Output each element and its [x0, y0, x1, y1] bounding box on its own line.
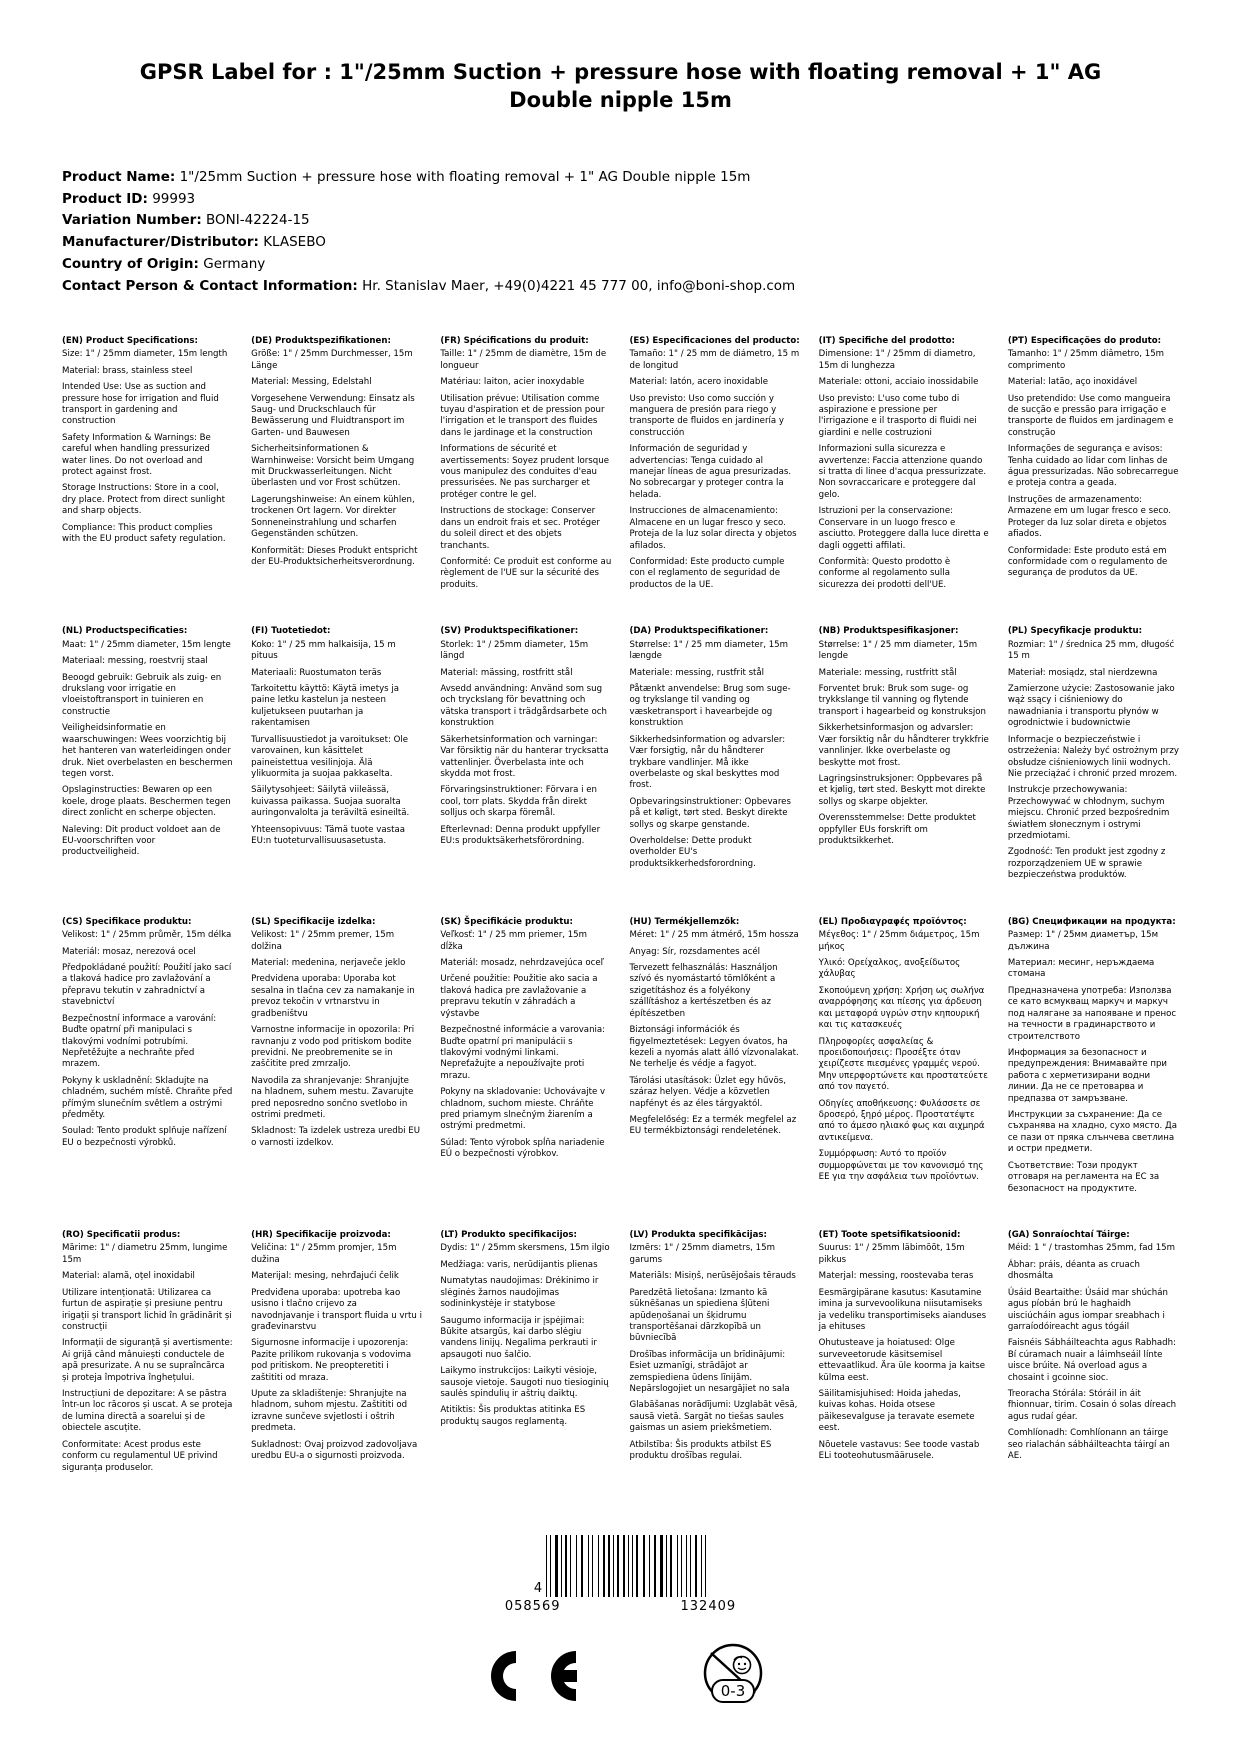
- spec-block-ro: [62, 1230, 233, 1479]
- spec-paragraph: Sigurnosne informacije i upozorenja: Pazite prilikom rukovanja s vodovima pod pritiskom. Ne preopteretiti i zaštititi od mraza.: [251, 1338, 412, 1383]
- spec-block-da: [630, 626, 801, 886]
- spec-paragraph: Conformité: Ce produit est conforme au règlement de l'UE sur la sécurité des produits.: [440, 557, 612, 590]
- spec-body: [251, 349, 422, 568]
- spec-paragraph: Ohutusteave ja hoiatused: Olge surveveetorude käsitsemisel ettevaatlikud. Ära üle koorma ja kaitse külma eest.: [818, 1338, 986, 1383]
- spec-paragraph: Anyag: Sír, rozsdamentes acél: [629, 946, 761, 957]
- spec-paragraph: Predviđena uporaba: upotreba kao usisno i tlačno crijevo za navodnjavanje i transport fluida u vrtu i građevinarstvu: [251, 1287, 422, 1332]
- spec-block-sk: [440, 917, 611, 1200]
- spec-paragraph: Bezpečnostné informácie a varovania: Buďte opatrní pri manipulácii s tlakovými vodnými linkami. Nepreťažujte a nepoužívajte proti mrazu.: [440, 1025, 606, 1081]
- spec-paragraph: Avsedd användning: Använd som sug och trycksIang för bevattning och vätska transport i trädgårdsarbete och konstruktion: [440, 683, 607, 729]
- spec-paragraph: Størrelse: 1" / 25 mm diameter, 15m lengde: [818, 639, 978, 662]
- spec-paragraph: Treoracha Stórála: Stóráil in áit fhionnuar, tirim. Cosain ó solas díreach agus rudaí géar.: [1007, 1389, 1177, 1422]
- spec-paragraph: Naleving: Dit product voldoet aan de EU-voorschriften voor productveiligheid.: [62, 824, 221, 858]
- spec-body: [630, 349, 801, 591]
- spec-paragraph: Dydis: 1" / 25mm skersmens, 15m ilgio: [440, 1243, 610, 1254]
- meta-value: Hr. Stanislav Maer, +49(0)4221 45 777 00, info@boni-shop.com: [362, 277, 796, 294]
- spec-paragraph: Säilitamisjuhised: Hoida jahedas, kuivas kohas. Hoida otsese päikesevalguse ja teravate esemete eest.: [818, 1389, 975, 1434]
- spec-paragraph: Uso previsto: Uso como succión y manguera de presión para riego y transporte de fluidos en jardinería y construcción: [629, 393, 784, 438]
- spec-paragraph: Conformitate: Acest produs este conform cu regulamentul UE privind siguranța produselor.: [62, 1439, 218, 1473]
- spec-paragraph: Turvallisuustiedot ja varoitukset: Ole varovainen, kun käsittelet paineistettua vesilinjoja. Älä ylikuormita ja suojaa pakkaselta.: [251, 734, 409, 779]
- spec-body: [630, 640, 801, 871]
- spec-paragraph: Medžiaga: varis, nerūdijantis plienas: [440, 1259, 598, 1270]
- barcode-numbers: [505, 1599, 736, 1614]
- meta-label: Manufacturer/Distributor:: [62, 234, 259, 251]
- spec-heading: (SK) Špecifikácie produktu:: [440, 916, 573, 927]
- spec-paragraph: Glabāšanas norādījumi: Uzglabāt vēsā, sausā vietā. Sargāt no tiešas saules gaismas un asiem priekšmetiem.: [629, 1400, 798, 1434]
- spec-paragraph: Предназначена употреба: Използва се като всмукващ маркуч и маркуч под налягане за напояване и пренос на течности в градинарството и строителството: [1007, 985, 1177, 1042]
- spec-paragraph: Size: 1" / 25mm diameter, 15m length: [62, 349, 228, 360]
- spec-block-de: [251, 336, 422, 596]
- spec-body: [819, 1243, 990, 1462]
- spec-block-bg: [1008, 917, 1179, 1200]
- spec-paragraph: Mărime: 1" / diametru 25mm, lungime 15m: [62, 1243, 228, 1265]
- spec-paragraph: Instrucțiuni de depozitare: A se păstra într-un loc răcoros și uscat. A se proteja de lumina directă a soarelui și de obiectele ascuțite.: [62, 1389, 233, 1434]
- spec-paragraph: Storage Instructions: Store in a cool, dry place. Protect from direct sunlight and sharp objects.: [62, 483, 225, 517]
- spec-body: [251, 1243, 422, 1462]
- spec-paragraph: Zamierzone użycie: Zastosowanie jako wąż ssący i ciśnieniowy do nawadniania i transportu płynów w ogrodnictwie i budownictwie: [1007, 683, 1175, 729]
- spec-paragraph: Faisnéis Sábháilteachta agus Rabhadh: Bí cúramach nuair a láimhseáil línte uisce brúite. Ná overload agus a chosaint i gcoinne sioc.: [1007, 1338, 1176, 1383]
- meta-row-product-id: [62, 189, 1179, 211]
- spec-heading: (ES) Especificaciones del producto:: [629, 335, 800, 346]
- spec-paragraph: Veiligheidsinformatie en waarschuwingen: Wees voorzichtig bij het hanteren van waterleidingen onder druk. Niet overbelasten en beschermen tegen vorst.: [62, 723, 233, 779]
- spec-paragraph: Varnostne informacije in opozorila: Pri ravnanju z vodo pod pritiskom bodite previdni. Ne preobremenite se in zaščitite pred zmrzaljo.: [251, 1025, 415, 1070]
- meta-label: Country of Origin:: [62, 256, 199, 273]
- spec-body: [62, 640, 233, 859]
- spec-paragraph: Pokyny k uskladnění: Skladujte na chladném, suchém místě. Chraňte před přímým slunečním světlem a ostrými předměty.: [62, 1075, 233, 1121]
- spec-heading: (SV) Produktspecifikationer:: [440, 626, 579, 637]
- spec-paragraph: Инструкции за съхранение: Да се съхранява на хладно, сухо място. Да се пази от пряка слънчева светлина и остри предмети.: [1007, 1110, 1177, 1155]
- spec-block-lv: [630, 1230, 801, 1479]
- product-meta-block: [62, 167, 1179, 298]
- spec-paragraph: Maat: 1" / 25mm diameter, 15m lengte: [62, 639, 231, 650]
- spec-paragraph: Material: mässing, rostfritt stål: [440, 667, 573, 678]
- spec-paragraph: Rozmiar: 1" / średnica 25 mm, długość 15 m: [1007, 639, 1175, 662]
- spec-block-nb: [819, 626, 990, 886]
- spec-paragraph: Størrelse: 1" / 25 mm diameter, 15m længde: [629, 639, 789, 662]
- spec-paragraph: Material: alamă, oțel inoxidabil: [62, 1271, 195, 1282]
- spec-paragraph: Uso pretendido: Use como mangueira de sucção e pressão para irrigação e transporte de fluidos em jardinagem e construção: [1007, 393, 1174, 438]
- barcode-left-group: 058569: [504, 1599, 561, 1615]
- spec-heading: (HR) Specifikacije proizvoda:: [251, 1230, 391, 1240]
- compliance-marks: [62, 1640, 1179, 1712]
- spec-paragraph: Zgodność: Ten produkt jest zgodny z rozporządzeniem UE w sprawie bezpieczeństwa produktów.: [1007, 847, 1166, 881]
- spec-heading: (RO) Specificatii produs:: [62, 1230, 181, 1240]
- spec-heading: (FR) Spécifications du produit:: [440, 335, 589, 346]
- spec-heading: (DA) Produktspecifikationer:: [629, 626, 769, 637]
- spec-body: [62, 930, 233, 1149]
- spec-paragraph: Förvaringsinstruktioner: Förvara i en cool, torr plats. Skydda från direkt solljus och skarpa föremål.: [440, 785, 597, 819]
- spec-paragraph: Material: medenina, nerjaveče jeklo: [251, 957, 406, 968]
- spec-paragraph: Saugumo informacija ir įspėjimai: Būkite atsargūs, kai darbo slėgiu vandens linijų. Negalima perkrauti ir apsaugoti nuo šalčio.: [440, 1315, 597, 1360]
- spec-paragraph: Sikkerhedsinformation og advarsler: Vær forsigtig, når du håndterer trykbare vandlinjer. Må ikke overbelaste og skal beskyttes mod frost.: [629, 734, 786, 791]
- spec-paragraph: Tárolási utasítások: Üzlet egy hűvös, száraz helyen. Védje a közvetlen napfényt és az éles tárgyaktól.: [629, 1075, 786, 1109]
- spec-paragraph: Overensstemmelse: Dette produktet oppfyller EUs forskrift om produktsikkerhet.: [818, 813, 976, 847]
- spec-paragraph: Předpokládané použití: Použití jako sací a tlaková hadice pro zavlažování a přepravu tekutin v zahradnictví a stavebnictví: [62, 962, 232, 1008]
- meta-value: 99993: [152, 190, 196, 207]
- spec-body: [440, 640, 611, 848]
- spec-body: [819, 640, 990, 848]
- spec-paragraph: Materijal: mesing, nehrđajući čelik: [251, 1271, 399, 1282]
- spec-paragraph: Efterlevnad: Denna produkt uppfyller EU:s produktsäkerhetsförordning.: [440, 824, 601, 847]
- spec-paragraph: Съответствие: Този продукт отговаря на регламента на ЕС за безопасност на продуктите.: [1007, 1160, 1160, 1194]
- barcode-bars: [546, 1535, 707, 1597]
- barcode-right-group: 132409: [680, 1599, 737, 1615]
- spec-paragraph: Materiāls: Misiņš, nerūsējošais tērauds: [629, 1271, 796, 1282]
- spec-heading: (DE) Produktspezifikationen:: [251, 335, 391, 346]
- barcode: [534, 1535, 707, 1597]
- spec-paragraph: Soulad: Tento produkt splňuje nařízení EU o bezpečnosti výrobků.: [62, 1126, 227, 1148]
- page-title: GPSR Label for : 1"/25mm Suction + pressure hose with floating removal + 1" AG Double nipple 15m: [139, 60, 1102, 113]
- spec-body: [62, 349, 233, 545]
- spec-paragraph: Materiál: mosaz, nerezová ocel: [62, 946, 196, 957]
- spec-heading: (EN) Product Specifications:: [62, 335, 198, 346]
- spec-paragraph: Πληροφορίες ασφαλείας & προειδοποιήσεις: Προσέξτε όταν χειρίζεστε πιεσμένες γραμμές νερού. Μην υπερφορτώνετε και προστατεύετε από τον παγετό.: [818, 1036, 988, 1093]
- spec-block-ga: [1008, 1230, 1179, 1479]
- spec-paragraph: Veličina: 1" / 25mm promjer, 15m dužina: [251, 1243, 397, 1265]
- spec-paragraph: Veľkosť: 1" / 25 mm priemer, 15m dĺžka: [440, 930, 587, 952]
- meta-label: Variation Number:: [62, 212, 202, 229]
- spec-paragraph: Informations de sécurité et avertissements: Soyez prudent lorsque vous manipulez des conduites d'eau pressurisées. Ne pas surcharger et protéger contre le gel.: [440, 444, 609, 500]
- spec-block-hu: [630, 917, 801, 1200]
- spec-paragraph: Laikymo instrukcijos: Laikyti vėsioje, sausoje vietoje. Saugoti nuo tiesioginių saulės spindulių ir aštrių daiktų.: [440, 1366, 609, 1400]
- spec-heading: (EL) Προδιαγραφές προϊόντος:: [818, 916, 967, 927]
- spec-paragraph: Predvidena uporaba: Uporaba kot sesalna in tlačna cev za namakanje in prevoz tekočin v vrtnarstvu in gradbeništvu: [251, 974, 415, 1019]
- spec-block-fr: [440, 336, 611, 596]
- spec-paragraph: Informazioni sulla sicurezza e avvertenze: Faccia attenzione quando si tratta di linee d'acqua pressurizzate. Non sovraccaricare e proteggere dal gelo.: [818, 444, 987, 500]
- spec-paragraph: Biztonsági információk és figyelmeztetések: Legyen óvatos, ha kezeli a nyomás alatt álló vízvonalakat. Ne terhelje és védje a fagyot.: [629, 1025, 799, 1070]
- spec-body: [251, 930, 422, 1149]
- meta-value: KLASEBO: [263, 234, 326, 251]
- spec-paragraph: Sukladnost: Ovaj proizvod zadovoljava uredbu EU-a o sigurnosti proizvoda.: [251, 1439, 418, 1462]
- spec-heading: (SL) Specifikacije izdelka:: [251, 916, 376, 927]
- spec-heading: (ET) Toote spetsifikatsioonid:: [818, 1230, 961, 1240]
- spec-paragraph: Konformität: Dieses Produkt entspricht der EU-Produktsicherheitsverordnung.: [251, 545, 418, 568]
- spec-paragraph: Materiał: mosiądz, stal nierdzewna: [1007, 667, 1158, 678]
- meta-row-country-of-origin: [62, 254, 1179, 276]
- spec-paragraph: Bezpečnostní informace a varování: Buďte opatrní při manipulaci s tlakovými vodními potrubími. Nepřetěžujte a nechraňte před mrazem.: [62, 1013, 217, 1070]
- spec-paragraph: Tervezett felhasználás: Használjon szívó és nyomástartó tömlőként a szigetításhoz és a folyékony szállításhoz a kertészetben és az építészetben: [629, 962, 778, 1019]
- spec-paragraph: Instrucciones de almacenamiento: Almacene en un lugar fresco y seco. Proteja de la luz solar directa y objetos afilados.: [629, 506, 797, 551]
- spec-paragraph: Material: brass, stainless steel: [62, 365, 193, 376]
- spec-body: [1008, 640, 1179, 882]
- spec-block-pl: [1008, 626, 1179, 886]
- spec-paragraph: Materiaali: Ruostumaton teräs: [251, 667, 382, 678]
- spec-paragraph: Forventet bruk: Bruk som suge- og trykkslange til vanning og flytende transport i hagearbeid og konstruksjon: [818, 683, 986, 717]
- spec-block-es: [630, 336, 801, 596]
- spec-paragraph: Informacje o bezpieczeństwie i ostrzeżenia: Należy być ostrożnym przy obsłudze ciśnieniowych linii wodnych. Nie przeciążać i chronić przed mrozem.: [1007, 734, 1179, 779]
- spec-paragraph: Lagerungshinweise: An einem kühlen, trockenen Ort lagern. Vor direkter Sonneneinstrahlung und scharfen Gegenständen schützen.: [251, 494, 415, 540]
- spec-paragraph: Nõuetele vastavus: See toode vastab ELi tooteohutusmäärusele.: [818, 1439, 980, 1462]
- specifications-grid: [62, 336, 1179, 1479]
- spec-block-fi: [251, 626, 422, 886]
- spec-paragraph: Συμμόρφωση: Αυτό το προϊόν συμμορφώνεται με τον κανονισμό της ΕΕ για την ασφάλεια των προϊόντων.: [818, 1149, 984, 1183]
- spec-heading: (BG) Спецификации на продукта:: [1007, 916, 1176, 927]
- spec-paragraph: Informações de segurança e avisos: Tenha cuidado ao lidar com linhas de água pressurizadas. Não sobrecarregue e proteja contra a geada.: [1007, 444, 1179, 489]
- spec-paragraph: Μέγεθος: 1" / 25mm διάμετρος, 15m μήκος: [818, 930, 980, 952]
- spec-body: [1008, 349, 1179, 580]
- spec-paragraph: Compliance: This product complies with the EU product safety regulation.: [62, 522, 226, 545]
- spec-paragraph: Materiale: ottoni, acciaio inossidabile: [818, 377, 979, 388]
- spec-paragraph: Storlek: 1" / 25mm diameter, 15m längd: [440, 639, 589, 662]
- spec-body: [440, 1243, 611, 1428]
- spec-paragraph: Materiál: mosadz, nehrdzavejúca oceľ: [440, 957, 604, 968]
- spec-paragraph: Utilisation prévue: Utilisation comme tuyau d'aspiration et de pression pour l'irrigation et le transport des fluides dans le jardinage et la construction: [440, 393, 605, 438]
- spec-paragraph: Materiaal: messing, roestvrij staal: [62, 656, 208, 667]
- spec-paragraph: Atbilstība: Šis produkts atbilst ES produktu drošības regulai.: [629, 1439, 772, 1462]
- ce-mark-icon: [476, 1645, 584, 1707]
- spec-paragraph: Lagringsinstruksjoner: Oppbevares på et kjølig, tørt sted. Beskytt mot direkte sollys og skarpe objekter.: [818, 773, 986, 807]
- barcode-area: [62, 1535, 1179, 1614]
- spec-body: [251, 640, 422, 848]
- spec-paragraph: Material: Messing, Edelstahl: [251, 377, 372, 388]
- meta-row-contact: [62, 276, 1179, 298]
- spec-body: [1008, 930, 1179, 1195]
- spec-paragraph: Numatytas naudojimas: Drėkinimo ir slėginės žarnos naudojimas sodininkystėje ir statybose: [440, 1276, 599, 1310]
- spec-block-sv: [440, 626, 611, 886]
- spec-paragraph: Matériau: laiton, acier inoxydable: [440, 377, 585, 388]
- spec-paragraph: Yhteensopivuus: Tämä tuote vastaa EU:n tuoteturvallisuusasetusta.: [251, 824, 405, 847]
- spec-heading: (IT) Specifiche del prodotto:: [818, 335, 955, 346]
- spec-heading: (LV) Produkta specifikācijas:: [629, 1230, 767, 1240]
- spec-block-en: [62, 336, 233, 596]
- meta-row-variation-number: [62, 210, 1179, 232]
- barcode-lead-digit: 4: [533, 1581, 543, 1597]
- spec-body: [440, 930, 611, 1161]
- age-warning-icon: [694, 1640, 766, 1712]
- spec-paragraph: Méid: 1 " / trastomhas 25mm, fad 15m: [1007, 1243, 1176, 1254]
- spec-paragraph: Drošības informācija un brīdinājumi: Esiet uzmanīgi, strādājot ar zemspiediena ūdens līnijām. Nepārslogojiet un nesargājiet no sala: [629, 1349, 790, 1395]
- spec-paragraph: Velikost: 1" / 25mm průměr, 15m délka: [62, 930, 232, 941]
- spec-paragraph: Conformità: Questo prodotto è conforme al regolamento sulla sicurezza dei prodotti dell'UE.: [818, 557, 951, 590]
- spec-body: [440, 349, 611, 591]
- spec-block-et: [819, 1230, 990, 1479]
- meta-value: BONI-42224-15: [206, 212, 310, 229]
- spec-paragraph: Utilizare intenționată: Utilizarea ca furtun de aspirație și presiune pentru irigații și transport lichid în grădinărit și construcții: [62, 1287, 232, 1332]
- spec-paragraph: Súlad: Tento výrobok spĺňa nariadenie EÚ o bezpečnosti výrobkov.: [440, 1137, 605, 1160]
- spec-paragraph: Material: latón, acero inoxidable: [629, 377, 768, 388]
- spec-paragraph: Taille: 1" / 25mm de diamètre, 15m de longueur: [440, 349, 607, 371]
- spec-paragraph: Instrukcje przechowywania: Przechowywać w chłodnym, suchym miejscu. Chronić przed bezpośrednim światłem słonecznym i ostrymi przedmiotami.: [1007, 785, 1170, 842]
- spec-paragraph: Conformidade: Este produto está em conformidade com o regulamento de segurança de produtos da UE.: [1007, 545, 1168, 579]
- spec-heading: (LT) Produkto specifikacijos:: [440, 1230, 577, 1240]
- spec-body: [819, 349, 990, 591]
- spec-paragraph: Určené použitie: Použitie ako sacia a tlaková hadica pre zavlažovanie a prepravu tekutín v záhradách a výstavbe: [440, 974, 598, 1019]
- spec-paragraph: Tamaño: 1" / 25 mm de diámetro, 15 m de longitud: [629, 349, 800, 371]
- spec-paragraph: Säkerhetsinformation och varningar: Var försiktig när du hanterar trycksatta vattenlinjer. Överbelasta inte och skydda mot frost.: [440, 734, 609, 779]
- spec-paragraph: Paredzētā lietošana: Izmanto kā sūknēšanas un spiediena šļūteni apūdeņošanai un šķidrumu transportēšanai dārzkopībā un būvniecībā: [629, 1287, 770, 1344]
- spec-paragraph: Sicherheitsinformationen & Warnhinweise: Vorsicht beim Umgang mit Druckwasserleitungen. Nicht überlasten und vor Frost schützen.: [251, 444, 415, 489]
- spec-paragraph: Dimensione: 1" / 25mm di diametro, 15m di lunghezza: [818, 349, 976, 371]
- spec-heading: (NB) Produktspesifikasjoner:: [818, 626, 959, 637]
- spec-heading: (HU) Termékjellemzők:: [629, 916, 740, 927]
- spec-block-nl: [62, 626, 233, 886]
- meta-label: Product Name:: [62, 168, 176, 185]
- spec-paragraph: Upute za skladištenje: Shranjujte na hladnom, suhom mjestu. Zaštititi od izravne sunčeve svjetlosti i oštrih predmeta.: [251, 1389, 408, 1434]
- spec-paragraph: Размер: 1" / 25мм диаметър, 15м дължина: [1007, 930, 1159, 952]
- spec-heading: (FI) Tuotetiedot:: [251, 626, 331, 637]
- spec-paragraph: Conformidad: Este producto cumple con el reglamento de seguridad de productos de la UE.: [629, 557, 785, 590]
- spec-paragraph: Instructions de stockage: Conserver dans un endroit frais et sec. Protéger du soleil direct et des objets tranchants.: [440, 506, 600, 551]
- meta-value: Germany: [203, 256, 266, 273]
- spec-body: [819, 930, 990, 1183]
- spec-paragraph: Skladnost: Ta izdelek ustreza uredbi EU o varnosti izdelkov.: [251, 1126, 420, 1148]
- spec-heading: (CS) Specifikace produktu:: [62, 916, 192, 927]
- spec-block-el: [819, 917, 990, 1200]
- spec-paragraph: Méret: 1" / 25 mm átmérő, 15m hossza: [629, 930, 799, 941]
- spec-block-lt: [440, 1230, 611, 1479]
- spec-paragraph: Suurus: 1" / 25mm läbimõõt, 15m pikkus: [818, 1243, 965, 1265]
- spec-block-pt: [1008, 336, 1179, 596]
- spec-paragraph: Opslaginstructies: Bewaren op een koele, droge plaats. Beschermen tegen direct zonlicht en scherpe objecten.: [62, 785, 231, 819]
- spec-paragraph: Größe: 1" / 25mm Durchmesser, 15m Länge: [251, 349, 413, 371]
- spec-paragraph: Säilytysohjeet: Säilytä viileässä, kuivassa paikassa. Suojaa suoralta auringonvalolta ja teräviltä esineiltä.: [251, 785, 410, 819]
- spec-paragraph: Material: latão, aço inoxidável: [1007, 377, 1138, 388]
- spec-body: [630, 930, 801, 1138]
- spec-paragraph: Материал: месинг, неръждаема стомана: [1007, 957, 1155, 980]
- spec-paragraph: Uso previsto: L'uso come tubo di aspirazione e pressione per l'irrigazione e il trasporto di fluidi nei giardini e nelle costruzioni: [818, 393, 977, 438]
- spec-block-cs: [62, 917, 233, 1200]
- spec-paragraph: Pokyny na skladovanie: Uchovávajte v chladnom, suchom mieste. Chráňte pred priamym slnečným žiarením a ostrými predmetmi.: [440, 1087, 606, 1132]
- spec-paragraph: Οδηγίες αποθήκευσης: Φυλάσσετε σε δροσερό, ξηρό μέρος. Προστατέψτε από το άμεσο ηλιακό φως και αιχμηρά αντικείμενα.: [818, 1098, 985, 1143]
- spec-paragraph: Información de seguridad y advertencias: Tenga cuidado al manejar líneas de agua presurizadas. No sobrecargar y proteger contra la helada.: [629, 444, 792, 500]
- spec-paragraph: Úsáid Beartaithe: Úsáid mar shúchán agus píobán brú le haghaidh uisciúcháin agus iompar sreabhach i garraíodóireacht agus tógáil: [1007, 1287, 1168, 1332]
- spec-heading: (PT) Especificações do produto:: [1007, 335, 1162, 346]
- spec-paragraph: Sikkerhetsinformasjon og advarsler: Vær forsiktig når du håndterer trykkfrie vannlinjer. Ikke overbelaste og beskytte mot frost.: [818, 723, 989, 768]
- spec-paragraph: Koko: 1" / 25 mm halkaisija, 15 m pituus: [251, 639, 396, 662]
- spec-block-it: [819, 336, 990, 596]
- spec-paragraph: Velikost: 1" / 25mm premer, 15m dolžina: [251, 930, 395, 952]
- spec-paragraph: Materjal: messing, roostevaba teras: [818, 1271, 974, 1282]
- spec-paragraph: Tamanho: 1" / 25mm diâmetro, 15m comprimento: [1007, 349, 1165, 371]
- spec-paragraph: Σκοπούμενη χρήση: Χρήση ως σωλήνα αναρρόφησης και πίεσης για άρδευση και μεταφορά υγρών στην κηπουρική και τις κατασκευές: [818, 985, 985, 1031]
- spec-paragraph: Vorgesehene Verwendung: Einsatz als Saug- und Druckschlauch für Bewässerung und Fluidtransport im Garten- und Bauwesen: [251, 393, 415, 438]
- spec-paragraph: Megfelelőség: Ez a termék megfelel az EU termékbiztonsági rendeletének.: [629, 1115, 797, 1137]
- spec-heading: (PL) Specyfikacje produktu:: [1007, 626, 1143, 637]
- spec-paragraph: Informații de siguranță și avertismente: Ai grijă când mânuiești conductele de apă presurizate. A nu se supraîncărca și proteja împotriva înghețului.: [62, 1338, 233, 1383]
- spec-body: [62, 1243, 233, 1474]
- spec-paragraph: Materiale: messing, rustfritt stål: [818, 667, 957, 678]
- spec-paragraph: Υλικό: Ορείχαλκος, ανοξείδωτος χάλυβας: [818, 957, 961, 980]
- spec-block-hr: [251, 1230, 422, 1479]
- age-warning-label: 0-3: [720, 1682, 745, 1701]
- spec-paragraph: Информация за безопасност и предупреждения: Внимавайте при работа с херметизирани водни линии. Да не се претоварва и предпазва от замръзване.: [1007, 1047, 1167, 1104]
- spec-paragraph: Izmērs: 1" / 25mm diametrs, 15m garums: [629, 1243, 775, 1265]
- meta-row-manufacturer: [62, 232, 1179, 254]
- spec-paragraph: Overholdelse: Dette produkt overholder EU's produktsikkerhedsforordning.: [629, 836, 756, 869]
- meta-row-product-name: [62, 167, 1179, 189]
- spec-paragraph: Safety Information & Warnings: Be careful when handling pressurized water lines. Do not overload and protect against frost.: [62, 432, 211, 478]
- meta-value: 1"/25mm Suction + pressure hose with floating removal + 1" AG Double nipple 15m: [179, 168, 751, 185]
- spec-heading: (NL) Productspecificaties:: [62, 626, 188, 637]
- spec-paragraph: Intended Use: Use as suction and pressure hose for irrigation and fluid transport in gardening and construction: [62, 382, 219, 427]
- meta-label: Contact Person & Contact Information:: [62, 277, 358, 294]
- spec-body: [1008, 1243, 1179, 1462]
- spec-paragraph: Tarkoitettu käyttö: Käytä imetys ja paine letku kastelun ja nesteen kuljetukseen puutarhan ja rakentamisen: [251, 683, 400, 729]
- spec-paragraph: Beoogd gebruik: Gebruik als zuig- en drukslang voor irrigatie en vloeistoftransport in tuinieren en constructie: [62, 672, 222, 717]
- spec-paragraph: Istruzioni per la conservazione: Conservare in un luogo fresco e asciutto. Proteggere dalla luce diretta e dagli oggetti affilati.: [818, 506, 989, 551]
- spec-body: [630, 1243, 801, 1462]
- spec-paragraph: Instruções de armazenamento: Armazene em um lugar fresco e seco. Proteger da luz solar direta e objetos afiados.: [1007, 494, 1171, 540]
- spec-paragraph: Eesmärgipärane kasutus: Kasutamine imina ja survevoolikuna niisutamiseks ja vedeliku transportimiseks aianduses ja ehituses: [818, 1287, 987, 1332]
- meta-label: Product ID:: [62, 190, 148, 207]
- spec-block-sl: [251, 917, 422, 1200]
- spec-paragraph: Opbevaringsinstruktioner: Opbevares på et køligt, tørt sted. Beskyt direkte sollys og skarpe genstande.: [629, 796, 791, 830]
- spec-paragraph: Navodila za shranjevanje: Shranjujte na hladnem, suhem mestu. Zavarujte pred neposredno sončno svetlobo in ostrimi predmeti.: [251, 1075, 414, 1121]
- spec-heading: (GA) Sonraíochtaí Táirge:: [1007, 1230, 1130, 1240]
- spec-paragraph: Ábhar: práis, déanta as cruach dhosmálta: [1007, 1259, 1140, 1282]
- spec-paragraph: Materiale: messing, rustfrit stål: [629, 667, 765, 678]
- spec-paragraph: Påtænkt anvendelse: Brug som suge- og trykslange til vanding og væsketransport i havearbejde og konstruktion: [629, 683, 791, 729]
- spec-paragraph: Atitiktis: Šis produktas atitinka ES produktų saugos reglamentą.: [440, 1405, 586, 1427]
- spec-paragraph: Comhlíonadh: Comhlíonann an táirge seo rialachán sábháilteachta táirgí an AE.: [1007, 1428, 1170, 1462]
